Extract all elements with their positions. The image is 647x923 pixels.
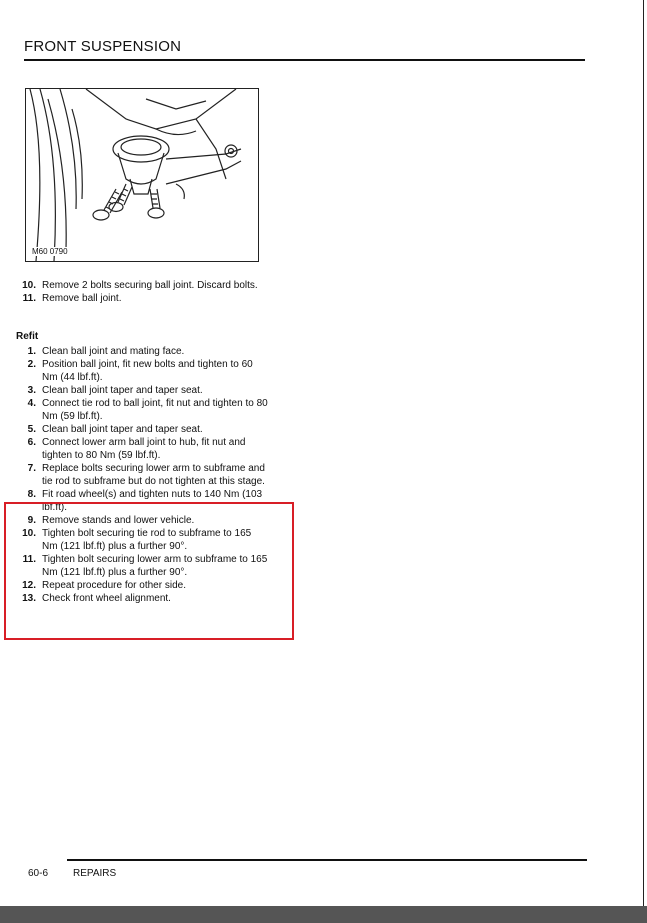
list-item — [12, 397, 268, 423]
step-text: Remove ball joint. — [42, 293, 122, 304]
list-item — [12, 358, 268, 384]
list-item — [12, 279, 268, 292]
step-text: Clean ball joint taper and taper seat. — [42, 385, 203, 396]
step-text: Connect lower arm ball joint to hub, fit nut and tighten to 80 Nm (59 lbf.ft). — [42, 437, 246, 461]
highlight-annotation-box — [4, 502, 294, 640]
step-text: Position ball joint, fit new bolts and tighten to 60 Nm (44 lbf.ft). — [42, 359, 253, 383]
step-text: Replace bolts securing lower arm to subframe and tie rod to subframe but do not tighten at this stage. — [42, 463, 265, 487]
step-number: 7. — [27, 463, 36, 474]
step-text: Clean ball joint and mating face. — [42, 346, 185, 357]
removal-steps-list — [12, 279, 268, 305]
figure-reference-label: M60 0790 — [32, 247, 68, 256]
step-text: Connect tie rod to ball joint, fit nut and tighten to 80 Nm (59 lbf.ft). — [42, 398, 268, 422]
viewer-scrollbar-track[interactable] — [0, 906, 647, 923]
step-number: 2. — [27, 359, 36, 370]
step-text: Tighten bolt securing lower arm to subframe to 165 Nm (121 lbf.ft) plus a further 90°. — [42, 554, 268, 578]
step-number: 10. — [22, 280, 36, 291]
list-item — [12, 436, 268, 462]
ball-joint-drawing — [26, 89, 258, 261]
step-number: 10. — [22, 528, 36, 539]
step-number: 4. — [27, 398, 36, 409]
ball-joint-illustration — [25, 88, 259, 262]
step-number: 5. — [27, 424, 36, 435]
list-item — [12, 345, 268, 358]
list-item — [12, 292, 268, 305]
step-number: 12. — [22, 580, 36, 591]
step-text: Fit road wheel(s) and tighten nuts to 140 Nm (103 lbf.ft). — [42, 489, 263, 513]
step-number: 11. — [22, 554, 36, 565]
footer-page-number: 60-6 — [28, 868, 49, 879]
step-number: 11. — [22, 293, 36, 304]
step-text: Repeat procedure for other side. — [42, 580, 186, 591]
step-text: Clean ball joint taper and taper seat. — [42, 424, 203, 435]
step-text: Remove 2 bolts securing ball joint. Discard bolts. — [42, 280, 258, 291]
viewer-right-edge — [643, 0, 644, 906]
step-text: Check front wheel alignment. — [42, 593, 171, 604]
footer-section-label: REPAIRS — [73, 868, 117, 879]
page-title: FRONT SUSPENSION — [24, 38, 182, 55]
title-divider — [24, 59, 585, 61]
step-text: Tighten bolt securing tie rod to subframe to 165 Nm (121 lbf.ft) plus a further 90°. — [42, 528, 252, 552]
footer-divider — [67, 859, 587, 861]
list-item — [12, 384, 268, 397]
list-item — [12, 462, 268, 488]
step-number: 6. — [27, 437, 36, 448]
step-number: 3. — [27, 385, 36, 396]
list-item — [12, 423, 268, 436]
refit-heading: Refit — [16, 331, 39, 342]
step-text: Remove stands and lower vehicle. — [42, 515, 195, 526]
step-number: 13. — [22, 593, 36, 604]
step-number: 8. — [27, 489, 36, 500]
step-number: 1. — [27, 346, 36, 357]
step-number: 9. — [27, 515, 36, 526]
